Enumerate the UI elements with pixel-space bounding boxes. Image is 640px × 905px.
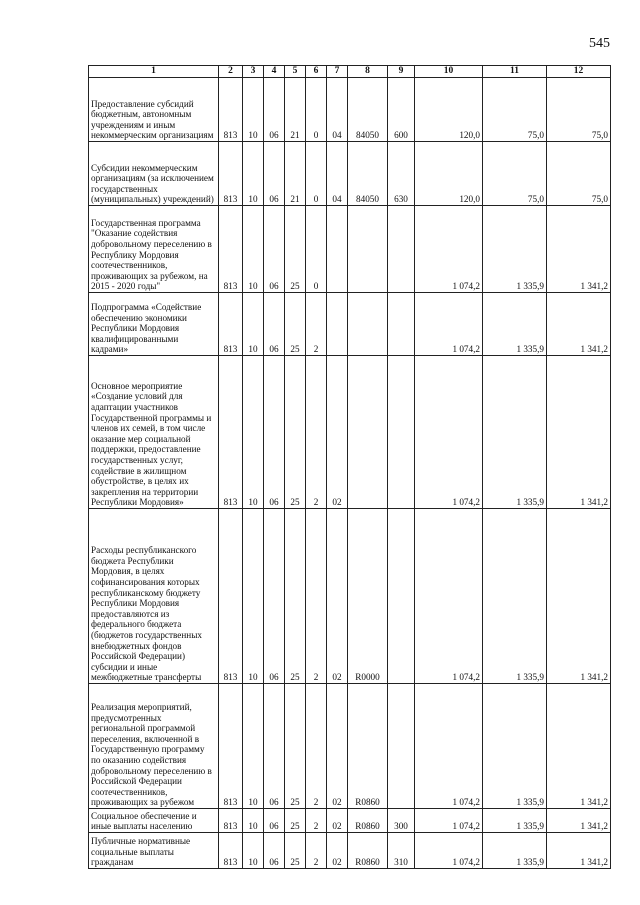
cell-admin-code: 813 bbox=[219, 206, 243, 293]
cell-subsection: 06 bbox=[264, 142, 285, 206]
cell-subprogram: 0 bbox=[306, 206, 327, 293]
cell-section: 10 bbox=[243, 684, 264, 809]
cell-subprogram: 0 bbox=[306, 78, 327, 142]
cell-amount-col12: 1 341,2 bbox=[547, 509, 611, 684]
row-name: Основное мероприятие «Создание условий для адаптации участников Государственной программы и членов их семей, в том числе оказание мер социальной поддержки, предоставление государственных услуг, содействие в жилищном обустройстве, в целях их закрепления на территории Республики Мордовия» bbox=[89, 356, 219, 509]
cell-program: 25 bbox=[285, 206, 306, 293]
cell-activity: 02 bbox=[327, 684, 348, 809]
cell-subprogram: 2 bbox=[306, 809, 327, 833]
table-row bbox=[89, 833, 611, 869]
cell-expense-type bbox=[388, 206, 415, 293]
table-row bbox=[89, 206, 611, 293]
cell-admin-code: 813 bbox=[219, 142, 243, 206]
table-row bbox=[89, 684, 611, 809]
cell-amount-col10: 1 074,2 bbox=[415, 206, 483, 293]
cell-direction: R0000 bbox=[348, 509, 388, 684]
cell-admin-code: 813 bbox=[219, 509, 243, 684]
cell-amount-col12: 1 341,2 bbox=[547, 356, 611, 509]
cell-amount-col11: 1 335,9 bbox=[483, 809, 547, 833]
column-header: 9 bbox=[388, 66, 415, 78]
cell-activity: 04 bbox=[327, 142, 348, 206]
cell-program: 25 bbox=[285, 293, 306, 356]
table-row bbox=[89, 809, 611, 833]
cell-section: 10 bbox=[243, 142, 264, 206]
cell-amount-col12: 1 341,2 bbox=[547, 833, 611, 869]
cell-subprogram: 2 bbox=[306, 833, 327, 869]
cell-program: 25 bbox=[285, 509, 306, 684]
cell-activity: 02 bbox=[327, 509, 348, 684]
cell-activity: 02 bbox=[327, 356, 348, 509]
cell-subprogram: 2 bbox=[306, 293, 327, 356]
cell-admin-code: 813 bbox=[219, 833, 243, 869]
cell-direction bbox=[348, 356, 388, 509]
cell-amount-col11: 75,0 bbox=[483, 78, 547, 142]
row-name: Социальное обеспечение и иные выплаты населению bbox=[89, 809, 219, 833]
cell-activity: 02 bbox=[327, 809, 348, 833]
cell-subprogram: 2 bbox=[306, 684, 327, 809]
budget-table bbox=[88, 65, 611, 869]
column-header: 2 bbox=[219, 66, 243, 78]
cell-direction bbox=[348, 293, 388, 356]
cell-activity: 02 bbox=[327, 833, 348, 869]
cell-section: 10 bbox=[243, 293, 264, 356]
cell-expense-type: 600 bbox=[388, 78, 415, 142]
row-name: Расходы республиканского бюджета Республики Мордовия, в целях софинансирования которых республиканскому бюджету Республики Мордовия предоставляются из федерального бюджета (бюджетов государственных внебюджетных фондов Российской Федерации) субсидии и иные межбюджетные трансферты bbox=[89, 509, 219, 684]
cell-admin-code: 813 bbox=[219, 293, 243, 356]
cell-section: 10 bbox=[243, 78, 264, 142]
cell-amount-col12: 75,0 bbox=[547, 142, 611, 206]
cell-amount-col10: 1 074,2 bbox=[415, 509, 483, 684]
cell-program: 25 bbox=[285, 356, 306, 509]
column-header: 6 bbox=[306, 66, 327, 78]
table-row bbox=[89, 356, 611, 509]
cell-subsection: 06 bbox=[264, 833, 285, 869]
cell-direction bbox=[348, 206, 388, 293]
cell-amount-col12: 1 341,2 bbox=[547, 206, 611, 293]
cell-direction: R0860 bbox=[348, 684, 388, 809]
cell-subsection: 06 bbox=[264, 78, 285, 142]
cell-subsection: 06 bbox=[264, 809, 285, 833]
cell-amount-col10: 1 074,2 bbox=[415, 356, 483, 509]
cell-admin-code: 813 bbox=[219, 356, 243, 509]
cell-section: 10 bbox=[243, 356, 264, 509]
cell-section: 10 bbox=[243, 206, 264, 293]
column-header: 1 bbox=[89, 66, 219, 78]
column-header: 5 bbox=[285, 66, 306, 78]
cell-program: 21 bbox=[285, 78, 306, 142]
cell-amount-col11: 1 335,9 bbox=[483, 356, 547, 509]
row-name: Государственная программа "Оказание содействия добровольному переселению в Республику Мордовия соотечественников, проживающих за рубежом, на 2015 - 2020 годы" bbox=[89, 206, 219, 293]
row-name: Предоставление субсидий бюджетным, автономным учреждениям и иным некоммерческим организациям bbox=[89, 78, 219, 142]
column-header: 12 bbox=[547, 66, 611, 78]
cell-section: 10 bbox=[243, 509, 264, 684]
cell-subprogram: 0 bbox=[306, 142, 327, 206]
cell-amount-col10: 120,0 bbox=[415, 142, 483, 206]
cell-amount-col10: 120,0 bbox=[415, 78, 483, 142]
cell-amount-col11: 75,0 bbox=[483, 142, 547, 206]
table-row bbox=[89, 142, 611, 206]
cell-expense-type bbox=[388, 356, 415, 509]
cell-section: 10 bbox=[243, 809, 264, 833]
cell-direction: R0860 bbox=[348, 809, 388, 833]
cell-direction: 84050 bbox=[348, 142, 388, 206]
cell-expense-type: 630 bbox=[388, 142, 415, 206]
cell-amount-col11: 1 335,9 bbox=[483, 206, 547, 293]
cell-expense-type bbox=[388, 509, 415, 684]
cell-program: 25 bbox=[285, 809, 306, 833]
cell-expense-type bbox=[388, 293, 415, 356]
cell-program: 25 bbox=[285, 684, 306, 809]
table-row bbox=[89, 509, 611, 684]
cell-amount-col10: 1 074,2 bbox=[415, 809, 483, 833]
cell-amount-col10: 1 074,2 bbox=[415, 684, 483, 809]
cell-amount-col11: 1 335,9 bbox=[483, 684, 547, 809]
cell-subsection: 06 bbox=[264, 206, 285, 293]
header-row bbox=[89, 66, 611, 78]
cell-direction: R0860 bbox=[348, 833, 388, 869]
cell-admin-code: 813 bbox=[219, 684, 243, 809]
cell-expense-type: 310 bbox=[388, 833, 415, 869]
cell-activity bbox=[327, 293, 348, 356]
cell-activity bbox=[327, 206, 348, 293]
cell-expense-type: 300 bbox=[388, 809, 415, 833]
column-header: 10 bbox=[415, 66, 483, 78]
cell-admin-code: 813 bbox=[219, 78, 243, 142]
table-row bbox=[89, 293, 611, 356]
cell-subsection: 06 bbox=[264, 356, 285, 509]
cell-subsection: 06 bbox=[264, 293, 285, 356]
cell-amount-col10: 1 074,2 bbox=[415, 293, 483, 356]
page-number: 545 bbox=[589, 36, 610, 51]
row-name: Реализация мероприятий, предусмотренных региональной программой переселения, включенной в Государственную программу по оказанию содействия добровольному переселению в Российской Федерации соотечественников, проживающих за рубежом bbox=[89, 684, 219, 809]
cell-amount-col12: 1 341,2 bbox=[547, 684, 611, 809]
cell-admin-code: 813 bbox=[219, 809, 243, 833]
cell-amount-col11: 1 335,9 bbox=[483, 833, 547, 869]
cell-amount-col11: 1 335,9 bbox=[483, 293, 547, 356]
column-header: 3 bbox=[243, 66, 264, 78]
cell-program: 25 bbox=[285, 833, 306, 869]
column-header: 4 bbox=[264, 66, 285, 78]
cell-direction: 84050 bbox=[348, 78, 388, 142]
table-row bbox=[89, 78, 611, 142]
cell-expense-type bbox=[388, 684, 415, 809]
cell-amount-col12: 75,0 bbox=[547, 78, 611, 142]
cell-subsection: 06 bbox=[264, 684, 285, 809]
row-name: Субсидии некоммерческим организациям (за исключением государственных (муниципальных) учреждений) bbox=[89, 142, 219, 206]
cell-amount-col12: 1 341,2 bbox=[547, 293, 611, 356]
row-name: Подпрограмма «Содействие обеспечению экономики Республики Мордовия квалифицированными кадрами» bbox=[89, 293, 219, 356]
column-header: 8 bbox=[348, 66, 388, 78]
cell-amount-col11: 1 335,9 bbox=[483, 509, 547, 684]
row-name: Публичные нормативные социальные выплаты гражданам bbox=[89, 833, 219, 869]
cell-activity: 04 bbox=[327, 78, 348, 142]
cell-subprogram: 2 bbox=[306, 509, 327, 684]
cell-program: 21 bbox=[285, 142, 306, 206]
cell-section: 10 bbox=[243, 833, 264, 869]
cell-amount-col12: 1 341,2 bbox=[547, 809, 611, 833]
column-header: 11 bbox=[483, 66, 547, 78]
cell-amount-col10: 1 074,2 bbox=[415, 833, 483, 869]
cell-subprogram: 2 bbox=[306, 356, 327, 509]
cell-subsection: 06 bbox=[264, 509, 285, 684]
column-header: 7 bbox=[327, 66, 348, 78]
